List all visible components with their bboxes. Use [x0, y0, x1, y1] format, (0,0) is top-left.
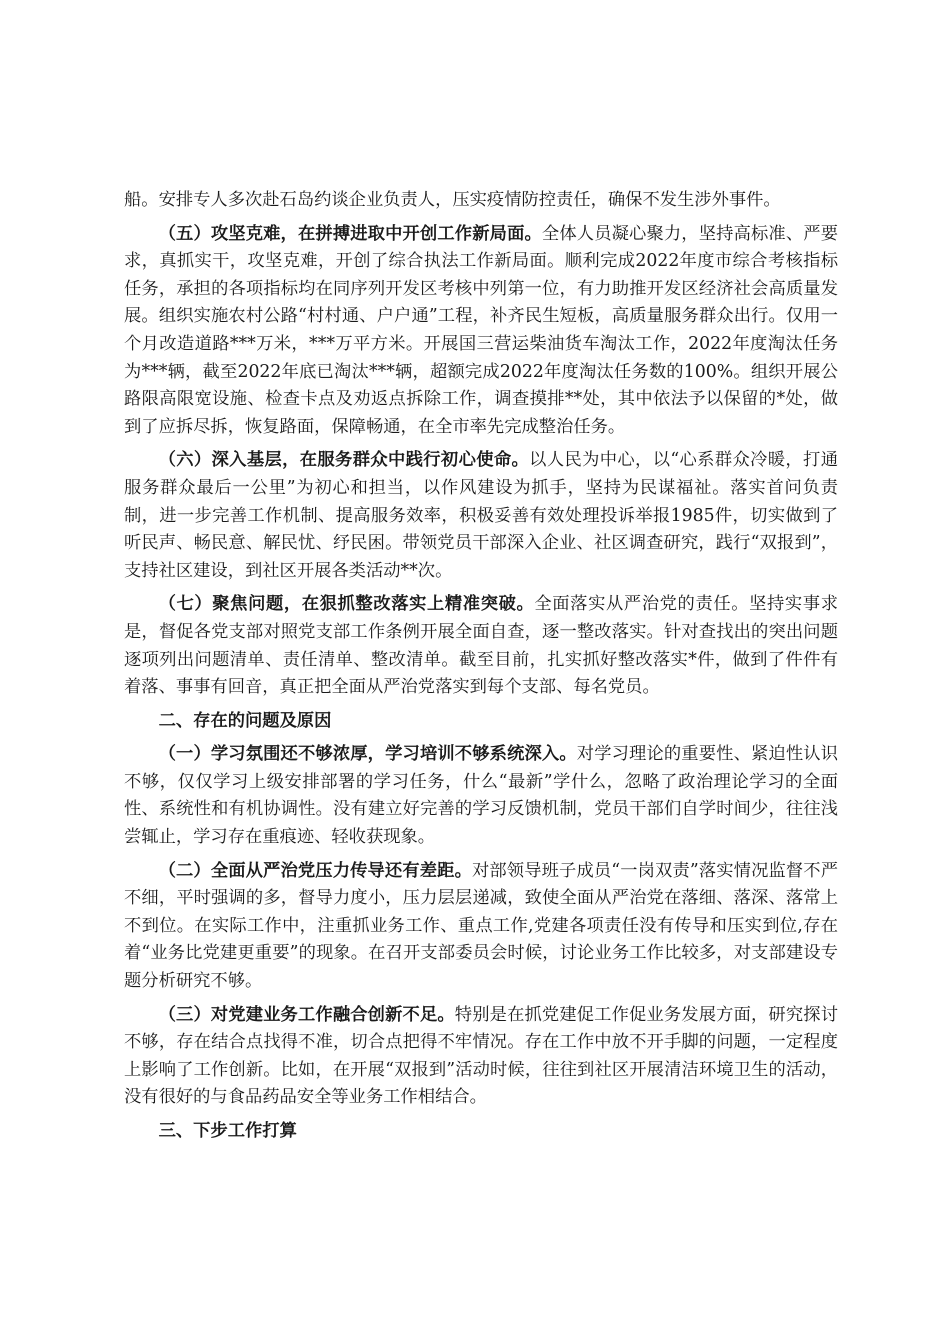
paragraph-section-6 [124, 447, 838, 585]
paragraph-continuation [124, 187, 838, 215]
paragraph-text: 以人民为中心，以“心系群众冷暖，打通服务群众最后一公里”为初心和担当，以作风建设为抓手，坚持为民谋福祉。落实首问负责制，进一步完善工作机制、提高服务效率，积极妥善有效处理投诉举报1985件，切实做到了听民声、畅民意、解民忧、纾民困。带领党员干部深入企业、社区调查研究，践行“双报到”，支持社区建设，到社区开展各类活动**次。 [124, 450, 838, 581]
paragraph-section-5 [124, 221, 838, 442]
paragraph-lead: （一）学习氛围还不够浓厚，学习培训不够系统深入。 [158, 744, 577, 765]
paragraph-problem-3 [124, 1002, 838, 1112]
paragraph-text: 全体人员凝心聚力，坚持高标准、严要求，真抓实干，攻坚克难，开创了综合执法工作新局面。顺利完成2022年度市综合考核指标任务，承担的各项指标均在同序列开发区考核中列第一位，有力助推开发区经济社会高质量发展。组织实施农村公路“村村通、户户通”工程，补齐民生短板，高质量服务群众出行。仅用一个月改造道路***万米，***万平方米。开展国三营运柴油货车淘汰工作，2022年度淘汰任务为***辆，截至2022年底已淘汰***辆，超额完成2022年度淘汰任务数的100%。组织开展公路限高限宽设施、检查卡点及劝返点拆除工作，调查摸排**处，其中依法予以保留的*处，做到了应拆尽拆，恢复路面，保障畅通，在全市率先完成整治任务。 [124, 223, 838, 437]
paragraph-text: 对部领导班子成员“一岗双责”落实情况监督不严不细，平时强调的多，督导力度小，压力层层递减，致使全面从严治党在落细、落深、落常上不到位。在实际工作中，注重抓业务工作、重点工作,党建各项责任没有传导和压实到位,存在着“业务比党建更重要”的现象。在召开支部委员会时候，讨论业务工作比较多，对支部建设专题分析研究不够。 [124, 860, 838, 992]
paragraph-lead: （三）对党建业务工作融合创新不足。 [158, 1004, 455, 1025]
paragraph-text: 对学习理论的重要性、紧迫性认识不够，仅仅学习上级安排部署的学习任务，什么“最新”学什么，忽略了政治理论学习的全面性、系统性和有机协调性。没有建立好完善的学习反馈机制，党员干部们自学时间少，往往浅尝辄止，学习存在重痕迹、轻收获现象。 [124, 744, 838, 848]
paragraph-text: 船。安排专人多次赴石岛约谈企业负责人，压实疫情防控责任，确保不发生涉外事件。 [124, 190, 781, 210]
paragraph-lead: （六）深入基层，在服务群众中践行初心使命。 [158, 450, 530, 471]
paragraph-lead: （七）聚焦问题，在狠抓整改落实上精准突破。 [158, 594, 535, 615]
paragraph-problem-2 [124, 858, 838, 996]
paragraph-section-7 [124, 591, 838, 701]
paragraph-text: 特别是在抓党建促工作促业务发展方面，研究探讨不够，存在结合点找得不准，切合点把得不牢情况。存在工作中放不开手脚的问题，一定程度上影响了工作创新。比如，在开展“双报到”活动时候，往往到社区开展清洁环境卫生的活动，没有很好的与食品药品安全等业务工作相结合。 [124, 1004, 838, 1108]
paragraph-lead: （五）攻坚克难，在拼搏进取中开创工作新局面。 [158, 223, 542, 244]
paragraph-lead: （二）全面从严治党压力传导还有差距。 [158, 860, 472, 881]
paragraph-problem-1 [124, 741, 838, 851]
paragraph-text: 全面落实从严治党的责任。坚持实事求是，督促各党支部对照党支部工作条例开展全面自查，逐一整改落实。针对查找出的突出问题逐项列出问题清单、责任清单、整改清单。截至目前，扎实抓好整改落实*件，做到了件件有着落、事事有回音，真正把全面从严治党落实到每个支部、每名党员。 [124, 594, 838, 698]
document-page [124, 187, 838, 1152]
section-heading-next-steps: 三、下步工作打算 [158, 1121, 297, 1141]
section-heading-problems: 二、存在的问题及原因 [158, 710, 332, 731]
